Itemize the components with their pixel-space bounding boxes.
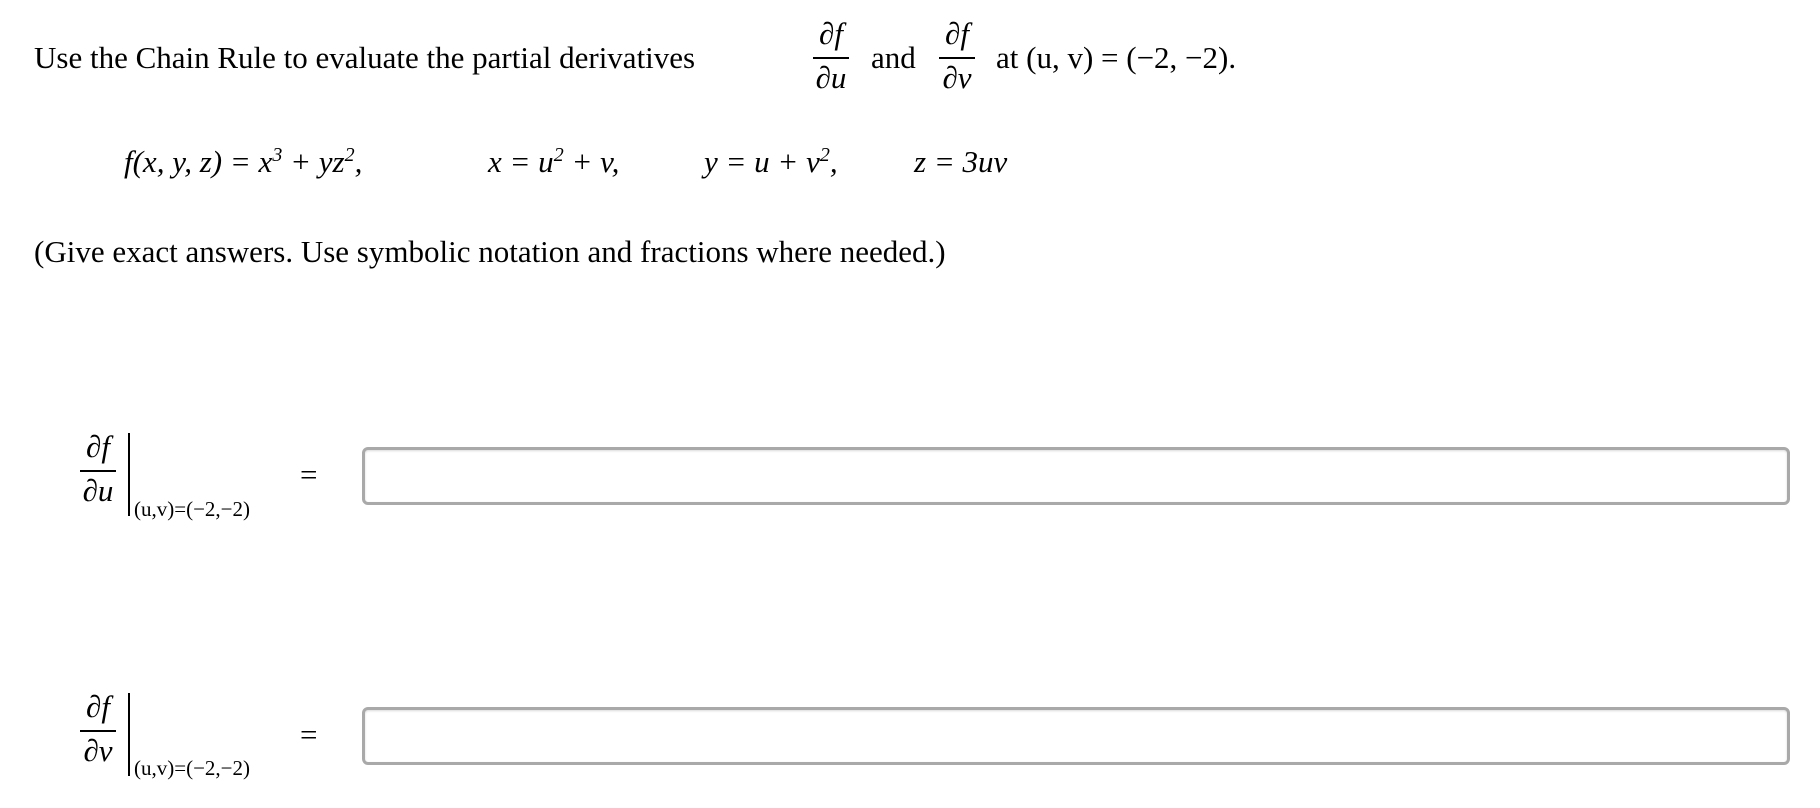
x-definition: $x = u^2 + v$, bbox=[488, 144, 620, 179]
question-point: at (u, v) = (−2, −2). bbox=[996, 40, 1237, 75]
equals-sign: = bbox=[300, 457, 318, 492]
answer-du-input[interactable] bbox=[362, 447, 1790, 505]
evaluation-point: (u,v)=(−2,−2) bbox=[134, 497, 251, 521]
question-intro: Use the Chain Rule to evaluate the partial derivatives bbox=[34, 40, 696, 75]
question-and: and bbox=[871, 40, 916, 75]
instructions: (Give exact answers. Use symbolic notation and fractions where needed.) bbox=[34, 234, 946, 269]
fraction-bar bbox=[813, 57, 849, 59]
evaluation-bar bbox=[128, 693, 130, 776]
fraction-denominator: ∂u bbox=[82, 473, 114, 508]
fraction-numerator: ∂f bbox=[819, 16, 843, 51]
function-definitions bbox=[124, 146, 1124, 186]
fraction-numerator: ∂f bbox=[86, 429, 110, 464]
evaluation-bar bbox=[128, 433, 130, 516]
y-definition: $y = u + v^2$, bbox=[704, 144, 838, 179]
f-definition: f(x, y, $z) = x^3 + yz^2$, bbox=[124, 144, 363, 179]
fraction-denominator: ∂v bbox=[83, 733, 113, 768]
evaluation-point: (u,v)=(−2,−2) bbox=[134, 756, 251, 780]
fraction-bar bbox=[80, 470, 116, 472]
fraction-denominator: ∂u bbox=[815, 60, 847, 95]
fraction-numerator: ∂f bbox=[86, 689, 110, 724]
fraction-bar bbox=[939, 57, 975, 59]
z-definition: z = 3uv bbox=[914, 144, 1008, 179]
equals-sign: = bbox=[300, 717, 318, 752]
answer-dv-input[interactable] bbox=[362, 707, 1790, 765]
fraction-denominator: ∂v bbox=[942, 60, 972, 95]
fraction-bar bbox=[80, 730, 116, 732]
fraction-numerator: ∂f bbox=[945, 16, 969, 51]
